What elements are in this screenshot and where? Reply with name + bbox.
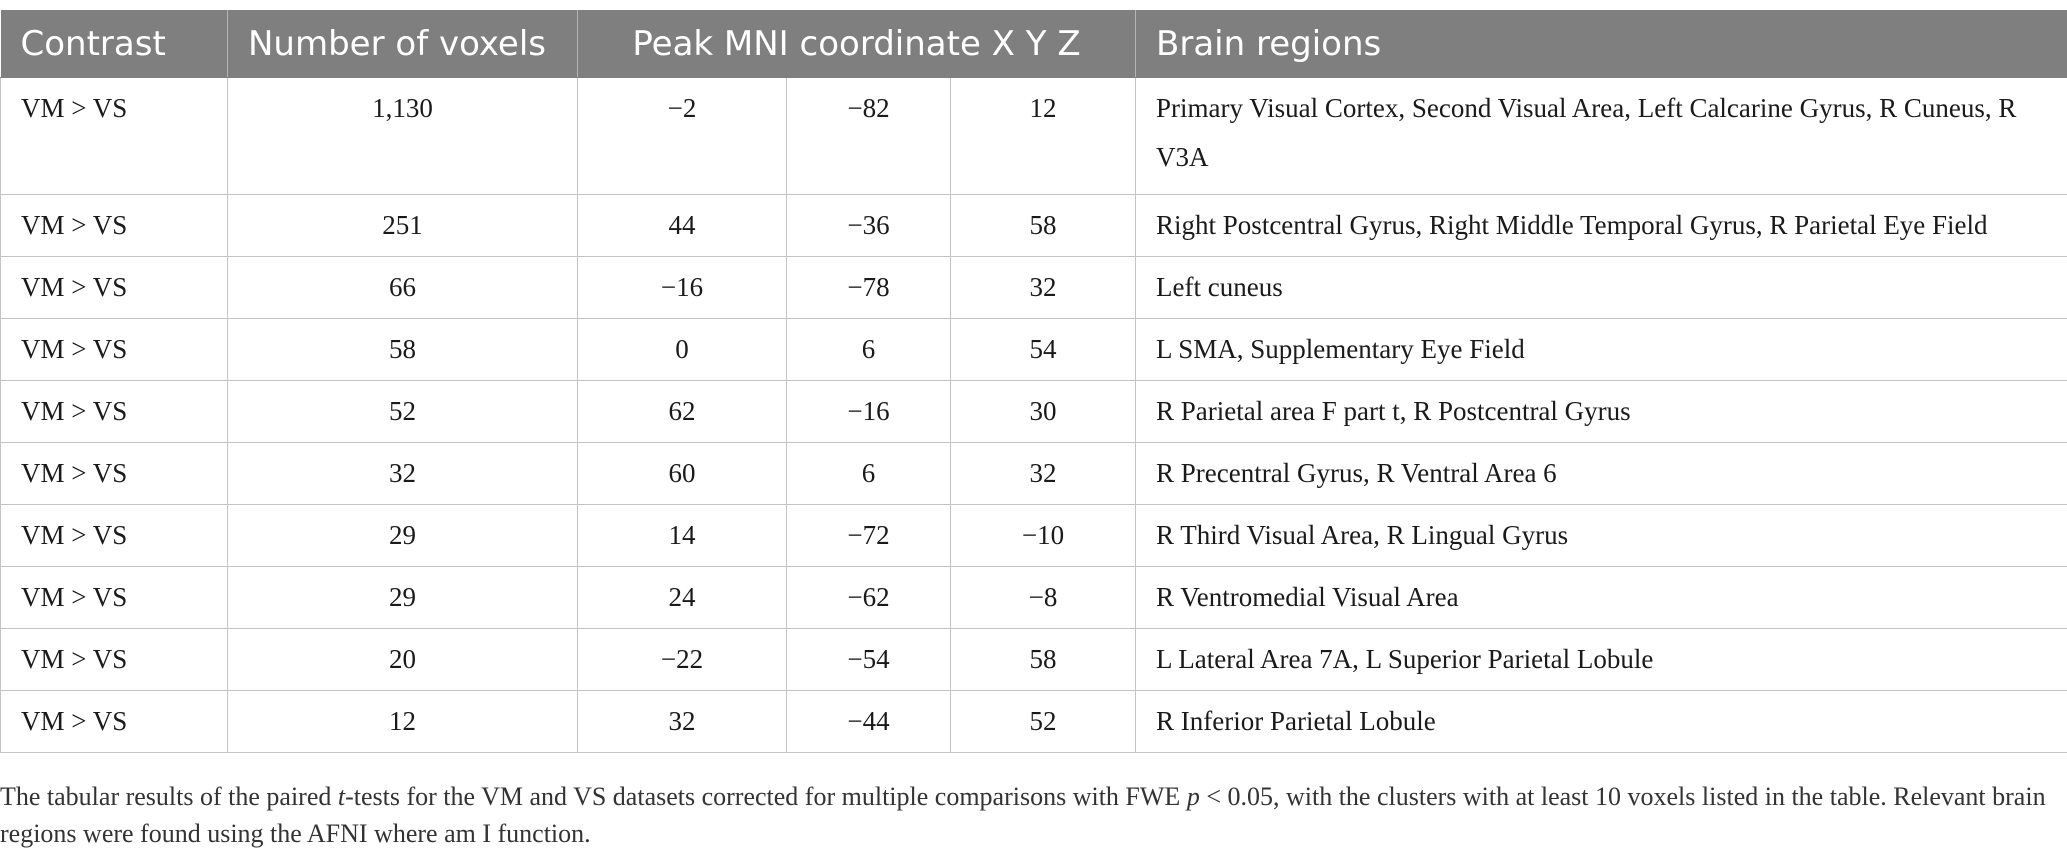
cell-contrast: VM > VS: [1, 567, 228, 629]
results-table: [0, 10, 2067, 753]
cell-voxels: 1,130: [228, 78, 578, 195]
cell-peak-x: 44: [578, 195, 787, 257]
table-row: [1, 195, 2067, 257]
caption-text-1: The tabular results of the paired: [0, 782, 338, 811]
cell-brain-regions: R Third Visual Area, R Lingual Gyrus: [1136, 505, 2067, 567]
cell-brain-regions: L Lateral Area 7A, L Superior Parietal Lobule: [1136, 629, 2067, 691]
cell-peak-y: −78: [787, 257, 951, 319]
cell-voxels: 66: [228, 257, 578, 319]
cell-peak-y: −62: [787, 567, 951, 629]
table-row: [1, 319, 2067, 381]
cell-peak-x: 14: [578, 505, 787, 567]
table-row: [1, 443, 2067, 505]
cell-voxels: 251: [228, 195, 578, 257]
table-row: [1, 505, 2067, 567]
cell-peak-y: −36: [787, 195, 951, 257]
cell-brain-regions: R Parietal area F part t, R Postcentral Gyrus: [1136, 381, 2067, 443]
cell-contrast: VM > VS: [1, 257, 228, 319]
cell-brain-regions: R Inferior Parietal Lobule: [1136, 691, 2067, 753]
cell-peak-z: 58: [951, 629, 1136, 691]
caption-p-symbol: p: [1187, 782, 1200, 811]
header-peak-coordinate: Peak MNI coordinate X Y Z: [578, 11, 1136, 78]
header-contrast: Contrast: [1, 11, 228, 78]
header-row: [1, 11, 2067, 78]
cell-voxels: 20: [228, 629, 578, 691]
cell-peak-z: −8: [951, 567, 1136, 629]
cell-peak-x: −16: [578, 257, 787, 319]
cell-brain-regions: R Ventromedial Visual Area: [1136, 567, 2067, 629]
cell-brain-regions: Primary Visual Cortex, Second Visual Area, Left Calcarine Gyrus, R Cuneus, R V3A: [1136, 78, 2067, 195]
caption-text-2: -tests for the VM and VS datasets corrected for multiple comparisons with FWE: [345, 782, 1187, 811]
cell-peak-x: −2: [578, 78, 787, 195]
cell-peak-z: 58: [951, 195, 1136, 257]
table-row: [1, 381, 2067, 443]
cell-contrast: VM > VS: [1, 443, 228, 505]
cell-peak-z: 52: [951, 691, 1136, 753]
cell-peak-z: 54: [951, 319, 1136, 381]
cell-contrast: VM > VS: [1, 381, 228, 443]
cell-peak-y: 6: [787, 319, 951, 381]
cell-contrast: VM > VS: [1, 629, 228, 691]
cell-peak-y: −54: [787, 629, 951, 691]
cell-peak-z: −10: [951, 505, 1136, 567]
cell-voxels: 52: [228, 381, 578, 443]
header-brain-regions: Brain regions: [1136, 11, 2067, 78]
cell-peak-x: 0: [578, 319, 787, 381]
table-body: [1, 78, 2067, 753]
cell-contrast: VM > VS: [1, 691, 228, 753]
table-row: [1, 78, 2067, 195]
cell-brain-regions: L SMA, Supplementary Eye Field: [1136, 319, 2067, 381]
cell-contrast: VM > VS: [1, 319, 228, 381]
caption-text-3: < 0.05, with the clusters with at least 10 voxels listed in the table. Relevant brain regions were found using the AFNI where am I function.: [0, 782, 2046, 848]
cell-contrast: VM > VS: [1, 78, 228, 195]
cell-peak-x: −22: [578, 629, 787, 691]
cell-peak-x: 24: [578, 567, 787, 629]
cell-peak-x: 62: [578, 381, 787, 443]
cell-contrast: VM > VS: [1, 505, 228, 567]
header-voxels: Number of voxels: [228, 11, 578, 78]
cell-brain-regions: R Precentral Gyrus, R Ventral Area 6: [1136, 443, 2067, 505]
caption-t-symbol: t: [338, 782, 345, 811]
cell-peak-x: 60: [578, 443, 787, 505]
cell-peak-z: 30: [951, 381, 1136, 443]
cell-peak-y: −72: [787, 505, 951, 567]
cell-voxels: 12: [228, 691, 578, 753]
cell-brain-regions: Right Postcentral Gyrus, Right Middle Temporal Gyrus, R Parietal Eye Field: [1136, 195, 2067, 257]
table-row: [1, 691, 2067, 753]
table-row: [1, 629, 2067, 691]
table-row: [1, 567, 2067, 629]
cell-voxels: 29: [228, 567, 578, 629]
table-caption: [0, 778, 2060, 852]
cell-voxels: 58: [228, 319, 578, 381]
cell-peak-y: −16: [787, 381, 951, 443]
cell-peak-z: 12: [951, 78, 1136, 195]
cell-peak-y: −44: [787, 691, 951, 753]
cell-peak-z: 32: [951, 443, 1136, 505]
table-row: [1, 257, 2067, 319]
cell-peak-z: 32: [951, 257, 1136, 319]
cell-peak-y: −82: [787, 78, 951, 195]
cell-peak-y: 6: [787, 443, 951, 505]
cell-peak-x: 32: [578, 691, 787, 753]
cell-voxels: 32: [228, 443, 578, 505]
cell-contrast: VM > VS: [1, 195, 228, 257]
cell-brain-regions: Left cuneus: [1136, 257, 2067, 319]
cell-voxels: 29: [228, 505, 578, 567]
